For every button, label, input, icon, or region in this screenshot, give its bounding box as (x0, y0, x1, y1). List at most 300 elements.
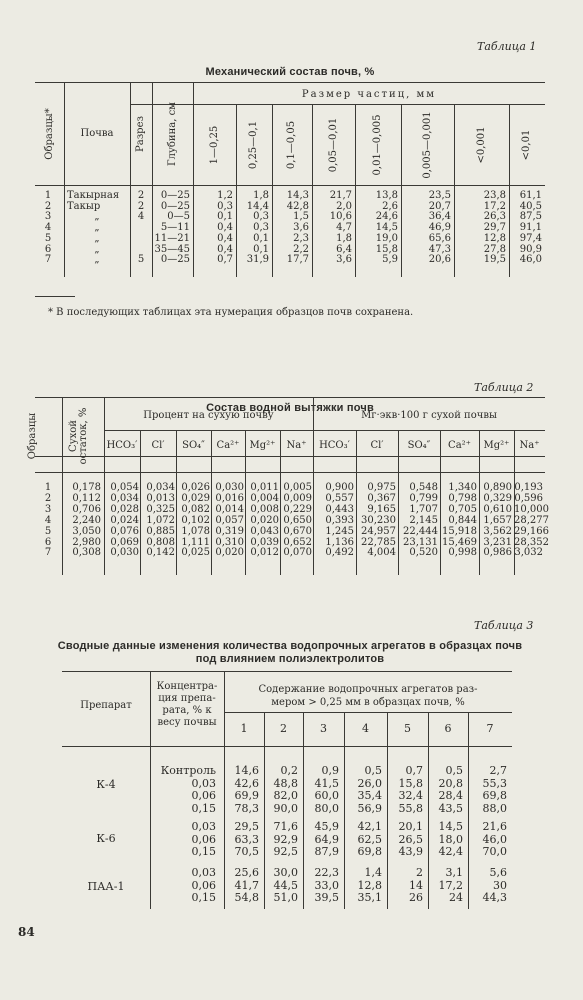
table3-title-line1: Сводные данные изменения количества водопрочных агрегатов в образцах почв (57, 640, 523, 652)
table2-cell-meq: 4,004 (367, 547, 396, 559)
table3-cell-value: 32,4 (398, 789, 423, 802)
table1-cell-value: 3,6 (336, 254, 352, 266)
table1-cell-value: 97,4 (519, 232, 542, 244)
table1-cell-value: 46,9 (428, 222, 451, 234)
table3-cell-value: 2 (416, 866, 423, 879)
table3-cell-value: 45,9 (314, 820, 339, 833)
table2-cell-meq: 0,443 (325, 503, 354, 515)
table3-cell-value: 35,1 (357, 891, 382, 904)
table1-cell-depth: 0—25 (160, 254, 190, 266)
table2-cell-meq: 30,230 (361, 514, 396, 526)
table2-cell-residue: 0,706 (72, 503, 101, 515)
table2-cell-meq: 3,032 (514, 547, 543, 559)
table1-cell-depth: 11—21 (154, 232, 190, 244)
table1-sample-header: Образцы* (44, 108, 55, 160)
table3-cell-value: 18,0 (438, 832, 463, 846)
table1-cell-value: 17,2 (483, 200, 506, 212)
table1-caption: Таблица 1 (477, 40, 537, 53)
table1-cell-value: 0,4 (217, 232, 233, 244)
table1-cell-value: 0,4 (217, 243, 233, 255)
table1-cell-section: 2 (137, 190, 145, 201)
table2-cell-sample: 6 (44, 536, 52, 548)
table1-cell-value: 40,5 (519, 200, 542, 212)
table2-cell-pct: 0,020 (215, 547, 244, 559)
table3-cell-value: 46,0 (482, 832, 507, 846)
table3-cell-value: 80,0 (314, 801, 339, 815)
table2-cell-pct: 1,078 (181, 525, 210, 537)
table3-prep-header: Препарат (80, 700, 132, 711)
table1-cell-sample: 6 (44, 243, 52, 255)
table2-cell-meq: 0,367 (367, 492, 396, 504)
table3-cell-value: 42,1 (357, 820, 382, 833)
table3-cell-conc: 0,03 (191, 820, 216, 833)
table2-ion-header: Mg²⁺ (483, 440, 510, 451)
table3-cell-value: 0,5 (445, 764, 463, 777)
table3-caption: Таблица 3 (474, 619, 534, 632)
table1-size-header: 0,1—0,05 (286, 120, 297, 170)
table2-cell-pct: 0,102 (181, 514, 210, 526)
table1-cell-soil: „ (94, 232, 100, 244)
table3-conc-header: ция препа- (158, 693, 216, 704)
table2-cell-pct: 0,020 (250, 514, 279, 526)
table1-cell-sample: 2 (44, 200, 52, 212)
table2-cell-residue: 0,178 (72, 482, 101, 493)
table1-cell-value: 0,3 (253, 222, 269, 234)
table3-conc-header: Концентра- (156, 681, 218, 692)
table1-cell-depth: 35—45 (154, 243, 190, 255)
table2-cell-pct: 0,030 (215, 482, 244, 493)
table3-cell-value: 39,5 (314, 891, 339, 904)
table3-num-header: 3 (320, 722, 327, 735)
page-number: 84 (18, 925, 35, 939)
table3-cell-conc: 0,03 (191, 776, 216, 790)
table1-cell-value: 23,5 (428, 190, 451, 201)
table2-ion-header: HCO₃′ (106, 440, 138, 451)
table1-size-header: 1—0,25 (208, 125, 220, 165)
table3-cell-value: 92,5 (273, 845, 298, 858)
table1-cell-value: 15,8 (375, 243, 398, 255)
table2-residue-header: Сухой остаток, % (68, 407, 89, 465)
table1-cell-value: 65,6 (428, 232, 451, 244)
table3-cell-value: 60,0 (314, 789, 339, 802)
table2-cell-pct: 0,070 (283, 547, 312, 559)
table2-cell-pct: 0,030 (110, 547, 139, 559)
table1-cell-sample: 5 (44, 232, 52, 244)
table3-cell-value: 41,7 (234, 878, 259, 892)
table1-cell-section: 5 (137, 254, 145, 266)
table3-cell-value: 69,8 (482, 789, 507, 802)
table1-size-header: <0,01 (521, 129, 532, 161)
table1-cell-value: 1,8 (336, 232, 352, 244)
table3-content-header-line1: Содержание водопрочных агрегатов раз- (258, 684, 478, 695)
table1-cell-soil: „ (94, 222, 100, 234)
table3-conc-header: рата, % к (162, 705, 212, 716)
table1-cell-value: 17,7 (286, 254, 309, 266)
table3-cell-conc: 0,15 (191, 891, 216, 904)
table3-cell-value: 44,3 (482, 891, 507, 904)
table3-cell-value: 42,6 (234, 776, 259, 790)
table1-size-header: 0,25—0,1 (248, 120, 259, 170)
table3-cell-value: 51,0 (273, 891, 298, 904)
table2-cell-residue: 0,112 (72, 492, 101, 504)
table2-cell-pct: 0,670 (283, 525, 312, 537)
table3-cell-value: 29,5 (234, 820, 259, 833)
table3-cell-value: 56,9 (357, 801, 382, 815)
table1-cell-value: 4,7 (336, 222, 352, 234)
table3-cell-value: 14 (409, 878, 423, 892)
table1-cell-value: 90,9 (519, 243, 542, 255)
table3-cell-value: 33,0 (314, 878, 339, 892)
table2-cell-pct: 0,650 (283, 514, 312, 526)
table3-cell-value: 2,7 (489, 764, 507, 777)
table1-cell-value: 19,5 (483, 254, 506, 266)
table2-cell-sample: 2 (44, 492, 52, 504)
table2-cell-meq: 0,596 (514, 492, 543, 504)
table2-cell-pct: 1,111 (181, 536, 210, 548)
table2-cell-sample: 3 (44, 503, 52, 515)
table1-cell-value: 21,7 (329, 190, 352, 201)
table1-cell-value: 1,2 (217, 190, 233, 201)
table1-cell-value: 13,8 (375, 190, 398, 201)
table2-cell-pct: 0,024 (110, 514, 139, 526)
table2-cell-meq: 0,975 (367, 482, 396, 493)
table3-num-header: 4 (362, 722, 369, 735)
table1-depth-header: Глубина, см (167, 102, 178, 166)
table2-cell-meq: 0,900 (325, 482, 354, 493)
table2-cell-meq: 0,548 (409, 482, 438, 493)
table2-cell-meq: 0,610 (483, 503, 512, 515)
table3-cell-value: 71,6 (273, 820, 298, 833)
table3-cell-value: 35,4 (357, 789, 382, 802)
table3-cell-value: 3,1 (445, 866, 463, 879)
table3-cell-value: 44,5 (273, 878, 298, 892)
table3-num-header: 2 (280, 722, 287, 735)
table2-cell-pct: 0,319 (215, 525, 244, 537)
table3-cell-value: 42,4 (438, 845, 463, 858)
table2-cell-meq: 1,245 (325, 525, 354, 537)
table1-cell-value: 6,4 (336, 243, 352, 255)
table1-cell-value: 0,7 (217, 254, 233, 266)
table3-cell-value: 88,0 (482, 801, 507, 815)
table1-cell-value: 42,8 (286, 200, 309, 212)
table3-cell-value: 0,5 (364, 764, 382, 777)
table2-cell-pct: 0,009 (283, 492, 312, 504)
table3-cell-value: 15,8 (398, 776, 423, 790)
table3-cell-value: 0,2 (280, 764, 298, 777)
table1-cell-soil: „ (94, 243, 100, 255)
table1-cell-sample: 4 (44, 222, 52, 234)
table1-cell-value: 0,1 (253, 232, 269, 244)
table2-cell-meq: 0,799 (409, 492, 438, 504)
table1-cell-sample: 3 (44, 211, 52, 223)
table2-cell-meq: 28,352 (514, 536, 549, 548)
table1-cell-value: 23,8 (483, 190, 506, 201)
table2-cell-pct: 0,005 (283, 482, 312, 493)
table2-cell-meq: 0,557 (325, 492, 354, 504)
table2-cell-meq: 28,277 (514, 514, 549, 526)
table2-meq-group-header: Мг·экв·100 г сухой почвы (361, 410, 497, 421)
table3-cell-value: 26,0 (357, 776, 382, 790)
table2-ion-header: SO₄″ (182, 440, 205, 451)
table2-cell-meq: 29,166 (514, 525, 549, 537)
table3-prep-name: К-4 (96, 778, 116, 791)
table2-cell-pct: 0,310 (215, 536, 244, 548)
table2-cell-pct: 0,325 (146, 503, 175, 515)
table3-cell-value: 20,8 (438, 776, 463, 790)
table3-cell-value: 25,6 (234, 866, 259, 879)
table2-cell-meq: 24,957 (361, 525, 396, 537)
table3-num-header: 1 (240, 722, 248, 735)
table1-cell-value: 36,4 (428, 211, 451, 223)
table1-cell-value: 14,5 (375, 222, 398, 234)
table2-cell-pct: 0,028 (110, 503, 139, 515)
table3-cell-value: 87,9 (314, 845, 339, 858)
table1-cell-value: 10,6 (329, 211, 352, 223)
table3-cell-value: 92,9 (273, 832, 298, 846)
table2-cell-pct: 0,034 (110, 492, 139, 504)
table3-cell-value: 90,0 (273, 801, 298, 815)
table2-cell-meq: 1,136 (325, 536, 354, 548)
table2-ion-header: Cl′ (151, 440, 165, 451)
table2-cell-pct: 0,029 (181, 492, 210, 504)
table1-cell-value: 61,1 (519, 190, 542, 201)
table2-cell-sample: 7 (44, 547, 52, 559)
table3-num-header: 7 (486, 722, 494, 735)
table1-cell-soil: „ (94, 211, 100, 223)
table1-cell-depth: 0—5 (167, 211, 190, 223)
table2-cell-meq: 3,231 (483, 536, 512, 548)
table1-cell-value: 0,1 (253, 243, 269, 255)
table2-ion-header: Ca²⁺ (216, 440, 240, 451)
table3-cell-value: 43,9 (398, 845, 423, 858)
table1-footnote: * В последующих таблицах эта нумерация образцов почв сохранена. (48, 307, 414, 318)
table3-cell-value: 5,6 (489, 866, 507, 879)
table1-section-header: Разрез (135, 116, 146, 152)
table2-cell-residue: 2,240 (72, 514, 101, 526)
table3-title-line2: под влиянием полиэлектролитов (195, 653, 385, 665)
table3-cell-value: 28,4 (438, 789, 463, 802)
table2-cell-pct: 0,026 (181, 482, 210, 493)
table2-cell-meq: 15,918 (442, 525, 477, 537)
table1-cell-soil: Такырная (67, 190, 120, 201)
table2-cell-meq: 2,145 (409, 514, 438, 526)
table2-cell-pct: 0,008 (250, 503, 279, 515)
table1-cell-section: 2 (137, 200, 145, 212)
table3-cell-value: 69,8 (357, 845, 382, 858)
table3-cell-value: 0,7 (405, 764, 423, 777)
table2-ion-header: Na⁺ (519, 440, 540, 451)
table1-cell-value: 12,8 (483, 232, 506, 244)
table1-cell-soil: „ (94, 254, 100, 266)
table2-ion-header: Mg²⁺ (249, 440, 276, 451)
table3-cell-value: 70,5 (234, 845, 259, 858)
table3-cell-value: 43,5 (438, 801, 463, 815)
table1-title: Механический состав почв, % (205, 66, 375, 78)
table1-size-header: <0,001 (475, 126, 487, 164)
table3-conc-header: весу почвы (157, 717, 217, 728)
table1-cell-value: 24,6 (375, 211, 398, 223)
table2-ion-header: HCO₃′ (319, 440, 350, 451)
table3-content-header-line2: мером > 0,25 мм в образцах почв, % (271, 697, 465, 708)
table3-num-header: 5 (404, 722, 411, 735)
table3-cell-conc: 0,06 (191, 789, 216, 802)
table1-cell-sample: 1 (44, 190, 52, 201)
table1-cell-value: 19,0 (375, 232, 398, 244)
table2-cell-meq: 1,657 (483, 514, 512, 526)
table2-cell-pct: 0,034 (146, 482, 175, 493)
table2-cell-meq: 0,393 (325, 514, 354, 526)
table2-cell-pct: 0,076 (110, 525, 139, 537)
table1-cell-depth: 0—25 (160, 200, 190, 212)
table2-cell-pct: 0,885 (146, 525, 175, 537)
table3-cell-value: 24 (449, 891, 463, 904)
table2-cell-meq: 22,444 (403, 525, 438, 537)
table1-size-header: 0,01—0,005 (372, 114, 383, 176)
table3-cell-value: 14,6 (234, 764, 259, 777)
table1-cell-value: 2,2 (293, 243, 309, 255)
table2-cell-pct: 0,142 (146, 547, 175, 559)
table1-cell-value: 2,3 (293, 232, 309, 244)
table3-cell-value: 20,1 (398, 820, 423, 833)
table2-ion-header: Ca²⁺ (448, 440, 471, 451)
table2-cell-meq: 0,492 (325, 547, 354, 559)
table2-cell-pct: 0,025 (181, 547, 210, 559)
table1-cell-value: 20,7 (428, 200, 451, 212)
table3-cell-value: 55,8 (398, 801, 423, 815)
table3-cell-conc: 0,15 (191, 845, 216, 858)
table3-cell-value: 14,5 (438, 820, 463, 833)
table3-cell-value: 26 (409, 891, 423, 904)
table3-cell-value: 21,6 (482, 820, 507, 833)
table3-cell-value: 0,9 (321, 764, 339, 777)
table2-cell-meq: 3,562 (483, 525, 512, 537)
table2-cell-meq: 0,844 (448, 514, 477, 526)
table3-cell-conc: 0,03 (191, 866, 216, 879)
table3-cell-value: 69,9 (234, 789, 259, 802)
table2-sample-header: Образцы (27, 412, 38, 460)
table2-cell-pct: 0,014 (215, 503, 244, 515)
table1-cell-value: 5,9 (382, 254, 398, 266)
table1-cell-value: 3,6 (293, 222, 309, 234)
table1-cell-value: 0,3 (253, 211, 269, 223)
table2-ion-header: SO₄″ (407, 440, 431, 451)
table2-cell-pct: 0,039 (250, 536, 279, 548)
table2-cell-meq: 0,798 (448, 492, 477, 504)
table2-cell-pct: 0,004 (250, 492, 279, 504)
table3-prep-name: ПАА-1 (87, 880, 125, 893)
table3-cell-value: 54,8 (234, 891, 259, 904)
table2-cell-meq: 10,000 (514, 503, 549, 515)
table1-soil-header: Почва (80, 128, 114, 139)
table1-cell-value: 91,1 (519, 222, 542, 234)
table1-cell-value: 0,1 (217, 211, 233, 223)
table2-cell-residue: 0,308 (72, 547, 101, 559)
table2-cell-meq: 0,986 (483, 547, 512, 559)
table2-cell-pct: 1,072 (146, 514, 175, 526)
table1-cell-value: 20,6 (428, 254, 451, 266)
table3-cell-value: 30,0 (273, 866, 298, 879)
table1-cell-sample: 7 (44, 254, 52, 266)
table1-size-header: 0,005—0,001 (421, 111, 433, 179)
table2-cell-meq: 22,785 (361, 536, 396, 548)
table2-cell-pct: 0,054 (110, 482, 139, 493)
table2-cell-pct: 0,016 (215, 492, 244, 504)
table2-ion-header: Cl′ (370, 440, 384, 451)
table2-cell-pct: 0,069 (110, 536, 139, 548)
table3-cell-value: 55,3 (482, 776, 507, 790)
table1-cell-soil: Такыр (67, 200, 101, 212)
table3-cell-conc: 0,06 (191, 832, 216, 846)
table2-cell-meq: 0,998 (448, 547, 477, 559)
table1-cell-value: 31,9 (246, 254, 269, 266)
table2-cell-meq: 0,890 (483, 482, 512, 493)
table1-cell-depth: 0—25 (160, 190, 190, 201)
table3-cell-value: 1,4 (364, 866, 382, 879)
table1-cell-value: 29,7 (483, 222, 506, 234)
table1-cell-value: 14,4 (246, 200, 269, 212)
table1-cell-value: 47,3 (428, 243, 451, 255)
table2-cell-meq: 9,165 (367, 503, 396, 515)
table2-cell-sample: 5 (44, 525, 52, 537)
table2-cell-pct: 0,229 (283, 503, 312, 515)
table1-cell-value: 87,5 (519, 211, 542, 223)
table2-cell-pct: 0,652 (283, 536, 312, 548)
table2-caption: Таблица 2 (474, 381, 534, 394)
table3-cell-conc: 0,06 (191, 878, 216, 892)
table1-size-header: 0,05—0,01 (327, 117, 339, 173)
table3-cell-value: 22,3 (314, 866, 339, 879)
table3-cell-value: 30 (493, 878, 507, 892)
table1-cell-value: 14,3 (286, 190, 309, 201)
table2-cell-meq: 0,193 (514, 482, 543, 493)
table1-cell-value: 0,3 (217, 200, 233, 212)
table2-cell-meq: 0,520 (409, 547, 438, 559)
table2-cell-meq: 0,329 (483, 492, 512, 504)
table1-cell-value: 1,5 (293, 211, 309, 223)
table1-cell-value: 0,4 (217, 222, 233, 234)
table1-cell-value: 2,6 (382, 200, 398, 212)
table3-cell-conc: Контроль (160, 764, 216, 777)
table3-cell-value: 63,3 (234, 832, 259, 846)
table3-cell-value: 82,0 (273, 789, 298, 802)
table3-cell-value: 41,5 (314, 776, 339, 790)
table2-title: Состав водной вытяжки почв (206, 402, 374, 414)
table3-cell-value: 26,5 (398, 832, 423, 846)
table2-cell-residue: 2,980 (72, 536, 101, 548)
table2-cell-pct: 0,057 (215, 514, 244, 526)
table2-cell-residue: 3,050 (72, 525, 101, 537)
table1-cell-value: 26,3 (483, 211, 506, 223)
table3-cell-value: 78,3 (234, 801, 259, 815)
table1-cell-value: 2,0 (336, 200, 352, 212)
table3-cell-value: 48,8 (273, 776, 298, 790)
table2-ion-header: Na⁺ (286, 440, 307, 451)
table2-cell-pct: 0,043 (250, 525, 279, 537)
table2-pct-group-header: Процент на сухую почву (143, 410, 274, 421)
table2-cell-pct: 0,082 (181, 503, 210, 515)
table1-cell-depth: 5—11 (160, 222, 190, 234)
table1-cell-section: 4 (137, 211, 145, 223)
table3-cell-value: 17,2 (438, 878, 463, 892)
table2-cell-meq: 23,131 (403, 536, 438, 548)
table2-cell-sample: 1 (44, 482, 52, 493)
table3-prep-name: К-6 (96, 832, 116, 845)
table1-cell-value: 27,8 (483, 243, 506, 255)
table3-cell-value: 62,5 (357, 832, 382, 846)
table2-cell-meq: 1,707 (409, 503, 438, 515)
table1-cell-value: 46,0 (519, 254, 542, 266)
table1-size-group-header: Размер частиц, мм (301, 89, 437, 100)
